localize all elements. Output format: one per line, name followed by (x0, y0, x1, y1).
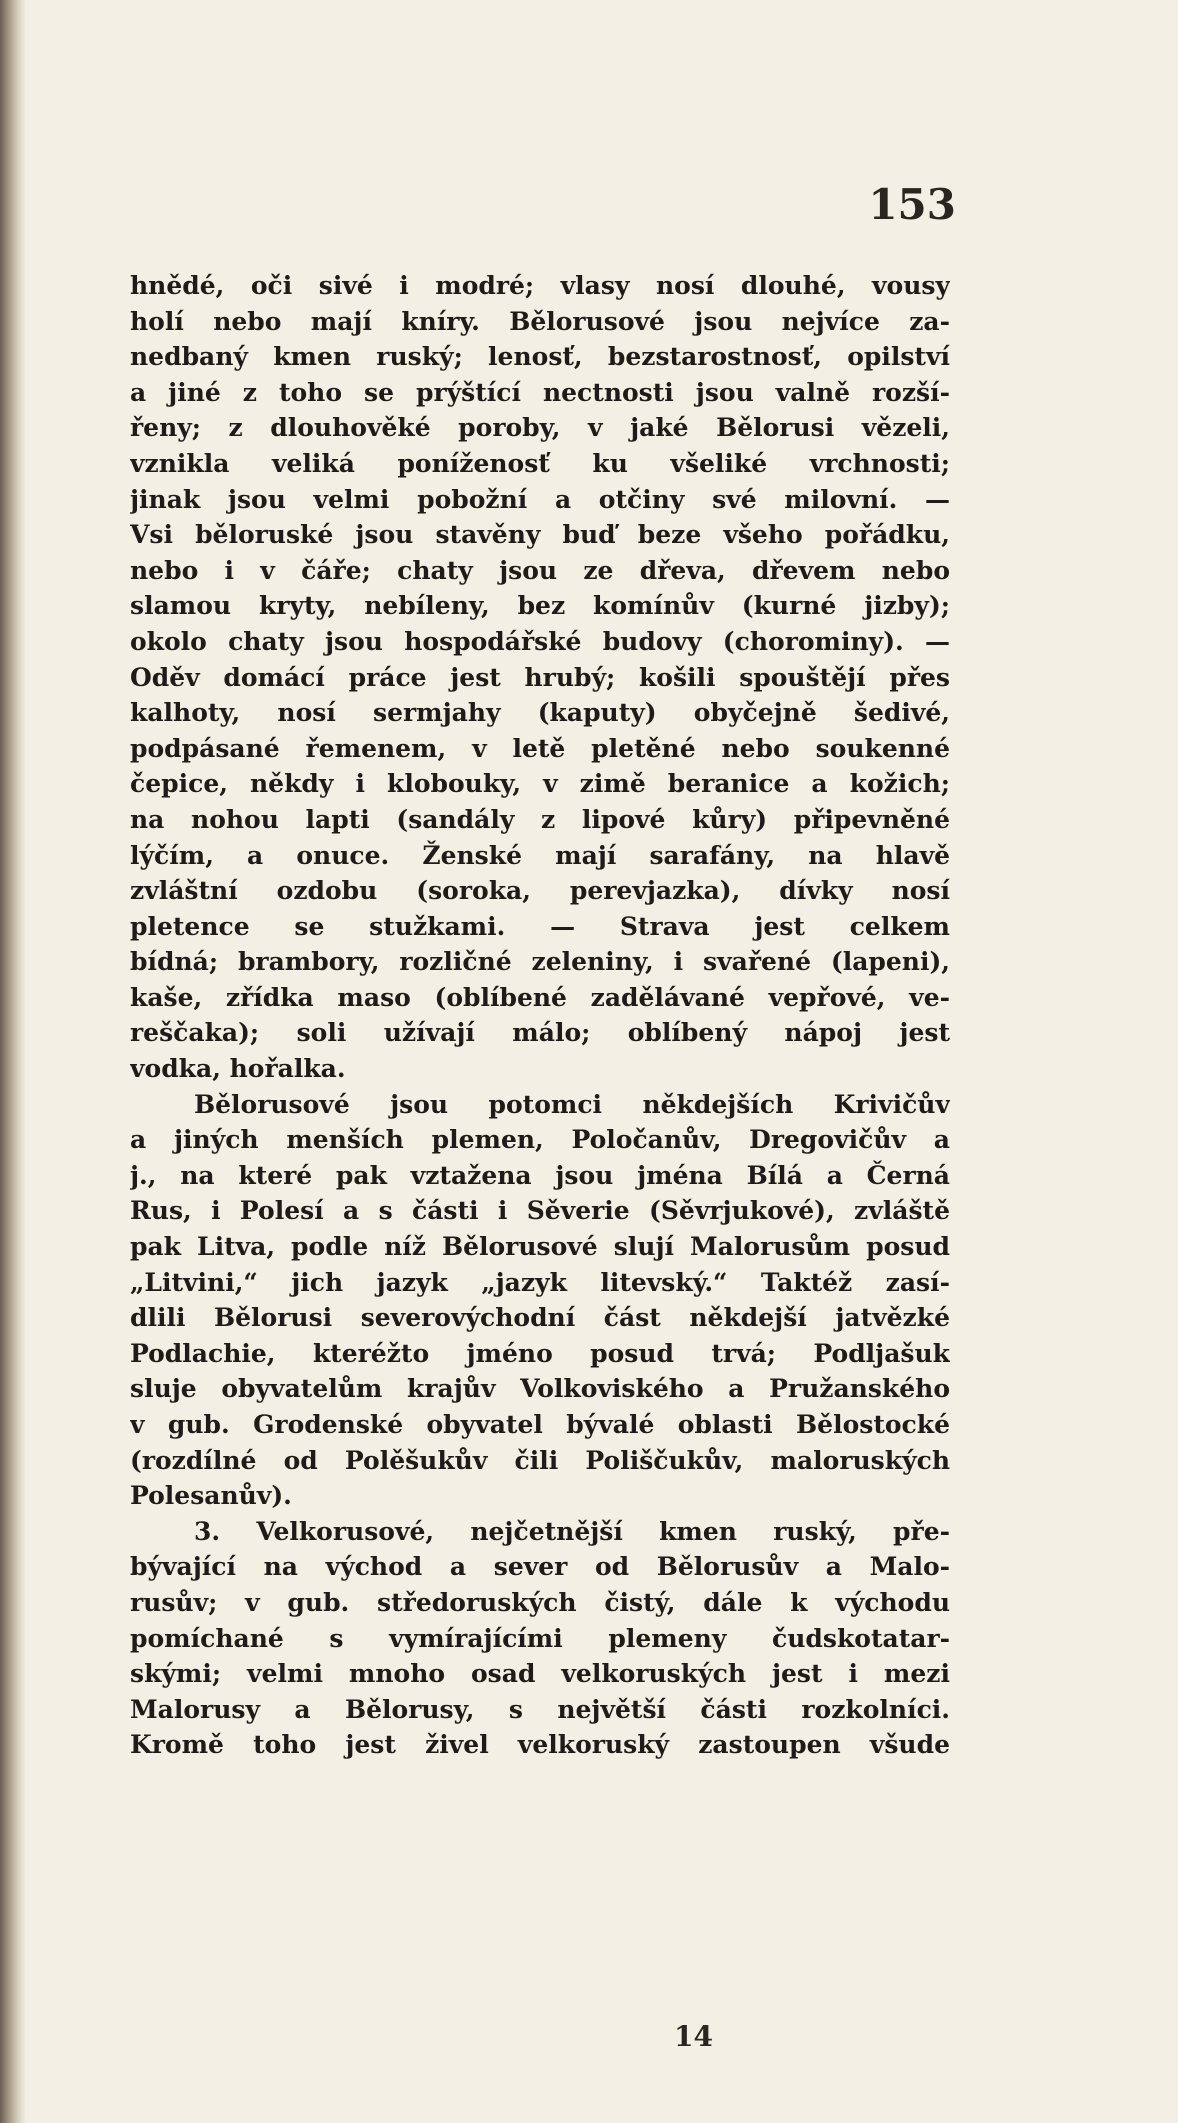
text-line: okolo chaty jsou hospodářské budovy (chorominy). — (130, 626, 950, 656)
text-line: kalhoty, nosí sermjahy (kaputy) obyčejně šedivé, (130, 698, 950, 728)
text-line: Vsi běloruské jsou stavěny buď beze všeho pořádku, (130, 520, 950, 550)
text-line: podpásané řemenem, v letě pletěné nebo soukenné (130, 733, 950, 763)
text-line: rusův; v gub. středoruských čistý, dále k východu (130, 1587, 950, 1617)
text-line: lýčím, a onuce. Ženské mají sarafány, na hlavě (130, 840, 950, 870)
text-line: bývající na východ a sever od Bělorusův a Malo- (130, 1552, 950, 1582)
signature-mark: 14 (674, 2020, 713, 2053)
text-line: skými; velmi mnoho osad velkoruských jest i mezi (130, 1659, 950, 1689)
text-line: a jiné z toho se prýštící nectnosti jsou valně rozší- (130, 377, 950, 407)
body-text (130, 268, 950, 1763)
text-line: Podlachie, kteréžto jméno posud trvá; Podljašuk (130, 1338, 950, 1368)
text-line: vodka, hořalka. (130, 1054, 346, 1084)
text-line: Bělorusové jsou potomci někdejších Krivičův (194, 1089, 950, 1119)
text-line: hnědé, oči sivé i modré; vlasy nosí dlouhé, vousy (130, 271, 950, 300)
text-line: jinak jsou velmi pobožní a otčiny své milovní. — (130, 484, 950, 514)
text-line: holí nebo mají kníry. Bělorusové jsou nejvíce za- (130, 306, 950, 336)
text-line: pletence se stužkami. — Strava jest celkem (130, 911, 950, 941)
text-line: pomíchané s vymírajícími plemeny čudskotatar- (130, 1623, 950, 1653)
text-line: 3. Velkorusové, nejčetnější kmen ruský, pře- (194, 1516, 950, 1546)
text-line: dlili Bělorusi severovýchodní část někdejší jatvězké (130, 1303, 950, 1333)
text-line: Malorusy a Bělorusy, s největší části rozkolníci. (130, 1694, 950, 1724)
text-line: řeny; z dlouhověké poroby, v jaké Bělorusi vězeli, (130, 413, 950, 443)
text-line: zvláštní ozdobu (soroka, perevjazka), dívky nosí (130, 876, 950, 906)
text-line: reščaka); soli užívají málo; oblíbený nápoj jest (130, 1018, 950, 1048)
text-line: bídná; brambory, rozličné zeleniny, i svařené (lapeni), (130, 947, 950, 977)
text-line: sluje obyvatelům krajův Volkoviského a Pružanského (130, 1374, 950, 1404)
text-line: Oděv domácí práce jest hrubý; košili spouštějí přes (130, 662, 950, 692)
text-line: a jiných menších plemen, Poločanův, Dregovičův a (130, 1125, 950, 1155)
text-line: slamou kryty, nebíleny, bez komínův (kurné jizby); (130, 591, 950, 621)
text-line: Polesanův). (130, 1481, 292, 1511)
text-line: pak Litva, podle níž Bělorusové slují Malorusům posud (130, 1232, 950, 1262)
text-line: čepice, někdy i klobouky, v zimě beranice a kožich; (130, 769, 950, 799)
text-line: (rozdílné od Polěšukův čili Poliščukův, maloruských (130, 1445, 950, 1475)
page-number: 153 (868, 180, 956, 229)
text-line: kaše, zřídka maso (oblíbené zadělávané vepřové, ve- (130, 982, 950, 1012)
text-line: Rus, i Polesí a s části i Sěverie (Sěvrjukové), zvláště (130, 1196, 950, 1226)
binding-shadow (0, 0, 26, 2123)
text-line: nebo i v čáře; chaty jsou ze dřeva, dřevem nebo (130, 555, 950, 585)
text-line: v gub. Grodenské obyvatel bývalé oblasti Bělostocké (130, 1410, 950, 1439)
text-line: nedbaný kmen ruský; lenosť, bezstarostnosť, opilství (130, 342, 950, 372)
text-line: Kromě toho jest živel velkoruský zastoupen všude (130, 1730, 950, 1760)
text-line: j., na které pak vztažena jsou jména Bílá a Černá (130, 1160, 950, 1190)
text-line: na nohou lapti (sandály z lipové kůry) připevněné (130, 804, 950, 834)
text-line: „Litvini,“ jich jazyk „jazyk litevský.“ Taktéž zasí- (130, 1267, 950, 1297)
text-line: vznikla veliká poníženosť ku všeliké vrchnosti; (130, 448, 950, 478)
